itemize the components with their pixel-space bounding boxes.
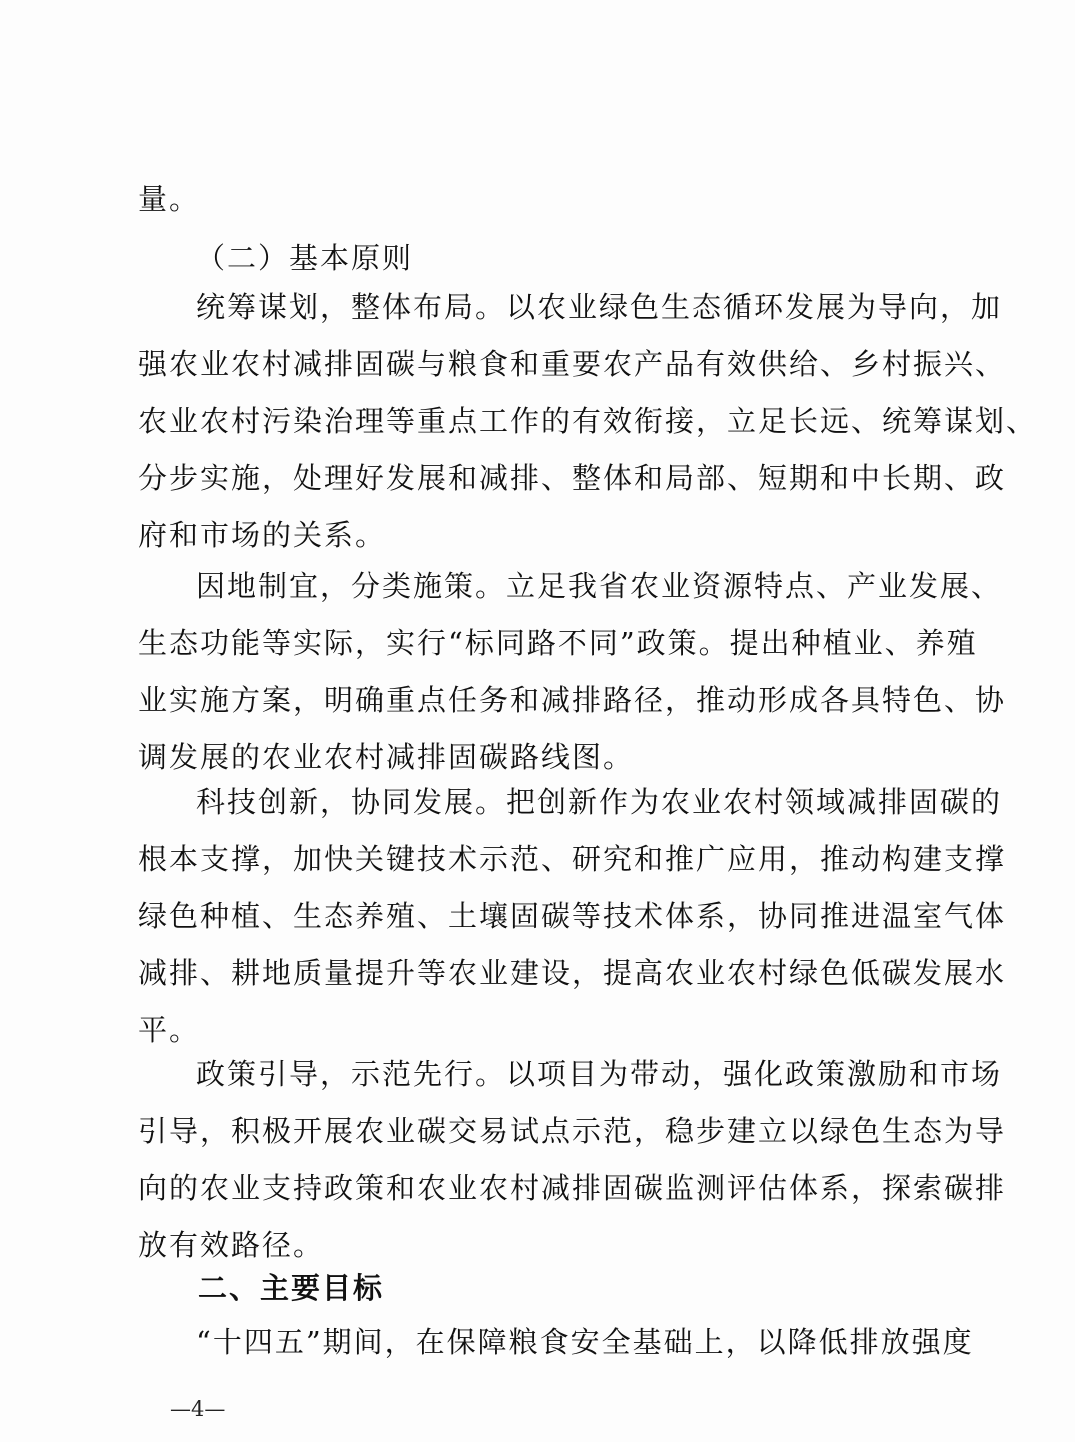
page-number: —4— [170,1397,226,1421]
paragraph-continuation [138,171,938,228]
paragraph-overall-planning [138,279,1038,564]
text-line: 平。 [138,1013,201,1047]
text-line: “十四五”期间，在保障粮食安全基础上，以降低排放强度 [196,1325,974,1359]
text-line: 科技创新，协同发展。把创新作为农业农村领域减排固碳的 [196,785,1003,819]
text-line: 调发展的农业农村减排固碳路线图。 [138,740,635,774]
text-line: 府和市场的关系。 [138,518,387,552]
section-heading: 二、主要目标 [198,1271,385,1305]
text-line: 农业农村污染治理等重点工作的有效衔接，立足长远、统筹谋划、 [138,404,1038,438]
text-line: 生态功能等实际，实行“标同路不同”政策。提出种植业、养殖 [138,626,978,660]
text-line: 统筹谋划，整体布局。以农业绿色生态循环发展为导向，加 [196,290,1003,324]
text-line: 量。 [138,182,201,216]
paragraph-local-conditions [138,558,1007,786]
section-subheading: （二）基本原则 [196,241,414,275]
text-line: 因地制宜，分类施策。立足我省农业资源特点、产业发展、 [196,569,1003,603]
text-line: 分步实施，处理好发展和减排、整体和局部、短期和中长期、政 [138,461,1007,495]
text-line: 放有效路径。 [138,1228,325,1262]
text-line: 减排、耕地质量提升等农业建设，提高农业农村绿色低碳发展水 [138,956,1007,990]
text-line: 向的农业支持政策和农业农村减排固碳监测评估体系，探索碳排 [138,1171,1007,1205]
text-line: 强农业农村减排固碳与粮食和重要农产品有效供给、乡村振兴、 [138,347,1007,381]
text-line: 绿色种植、生态养殖、土壤固碳等技术体系，协同推进温室气体 [138,899,1007,933]
text-line: 引导，积极开展农业碳交易试点示范，稳步建立以绿色生态为导 [138,1114,1007,1148]
paragraph-policy-guidance [138,1046,1007,1274]
text-line: 业实施方案，明确重点任务和减排路径，推动形成各具特色、协 [138,683,1007,717]
paragraph-main-goals [138,1314,974,1371]
paragraph-technology-innovation [138,774,1007,1059]
text-line: 政策引导，示范先行。以项目为带动，强化政策激励和市场 [196,1057,1003,1091]
text-line: 根本支撑，加快关键技术示范、研究和推广应用，推动构建支撑 [138,842,1007,876]
